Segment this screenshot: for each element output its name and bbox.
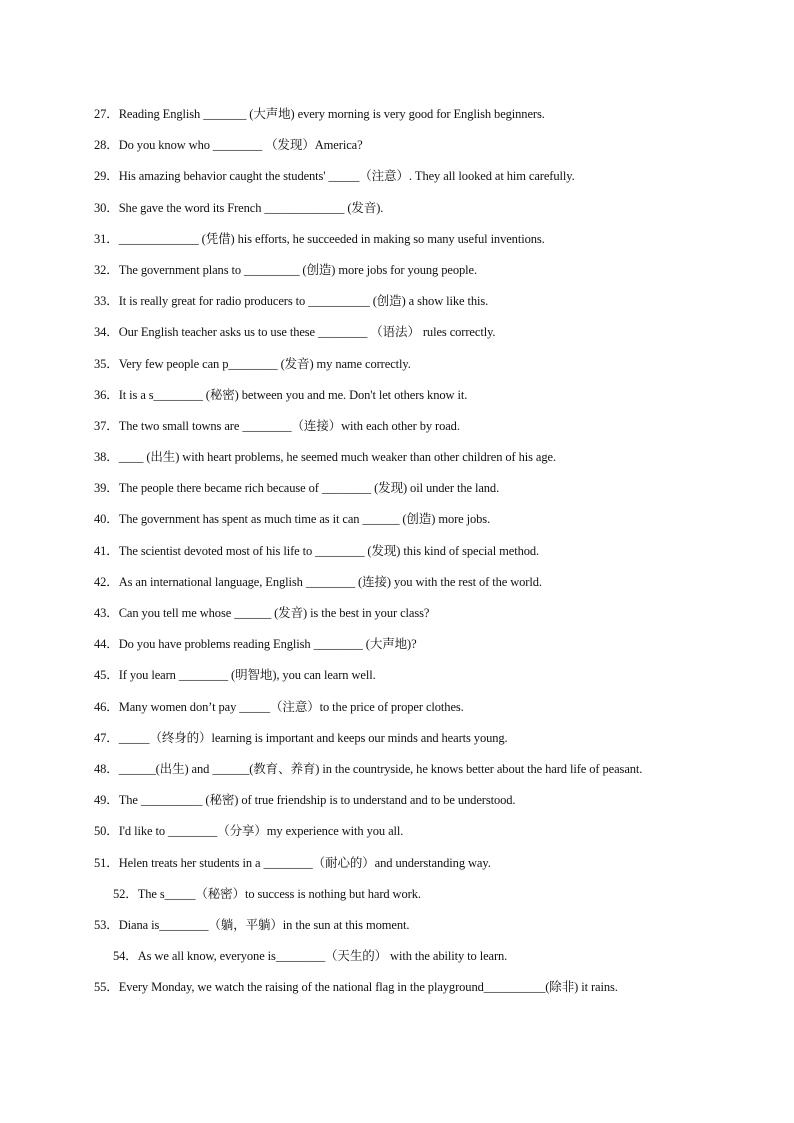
question-item: 45．If you learn ________ (明智地), you can learn well. [94,668,376,683]
question-item: 43．Can you tell me whose ______ (发音) is the best in your class? [94,606,430,620]
question-item: 33．It is really great for radio producers to __________ (创造) a show like this. [94,294,489,309]
question-item: 41．The scientist devoted most of his life to ________ (发现) this kind of special method. [94,543,540,558]
question-item: 54．As we all know, everyone is________（天生的） with the ability to learn. [113,949,508,964]
question-item: 42．As an international language, English ________ (连接) you with the rest of the world. [94,574,542,589]
question-item: 49．The __________ (秘密) of true friendship is to understand and to be understood. [94,793,516,808]
question-item: 29．His amazing behavior caught the students' _____（注意）. They all looked at him carefully. [94,169,575,184]
question-item: 28．Do you know who ________ （发现）America? [94,138,363,153]
question-item: 50．I'd like to ________（分享）my experience with you all. [94,824,404,839]
question-item: 39．The people there became rich because of ________ (发现) oil under the land. [94,481,500,496]
question-item: 47．_____（终身的）learning is important and keeps our minds and hearts young. [94,730,508,745]
question-item: 48．______(出生) and ______(教育、养育) in the countryside, he knows better about the hard life of peasant. [94,761,643,776]
question-item: 44．Do you have problems reading English ________ (大声地)? [94,637,417,652]
question-item: 27．Reading English _______ (大声地) every morning is very good for English beginners. [94,107,545,121]
question-item: 53．Diana is________（躺，平躺）in the sun at this moment. [94,917,410,932]
question-item: 55．Every Monday, we watch the raising of the national flag in the playground__________(除非) it rains. [94,980,618,995]
question-item: 31．_____________ (凭借) his efforts, he succeeded in making so many useful inventions. [94,231,545,246]
question-list [94,99,704,1003]
question-item: 35．Very few people can p________ (发音) my name correctly. [94,356,411,371]
question-item: 36．It is a s________ (秘密) between you and me. Don't let others know it. [94,387,468,402]
question-item: 40．The government has spent as much time as it can ______ (创造) more jobs. [94,512,491,527]
question-item: 52．The s_____（秘密）to success is nothing but hard work. [113,886,421,901]
question-item: 32．The government plans to _________ (创造) more jobs for young people. [94,262,477,277]
question-item: 51．Helen treats her students in a ________（耐心的）and understanding way. [94,855,491,870]
question-item: 37．The two small towns are ________（连接）with each other by road. [94,418,460,433]
question-item: 30．She gave the word its French _____________ (发音). [94,200,384,215]
question-item: 34．Our English teacher asks us to use these ________ （语法） rules correctly. [94,325,496,340]
question-item: 46．Many women don’t pay _____（注意）to the price of proper clothes. [94,699,464,714]
question-item: 38．____ (出生) with heart problems, he seemed much weaker than other children of his age. [94,450,556,465]
